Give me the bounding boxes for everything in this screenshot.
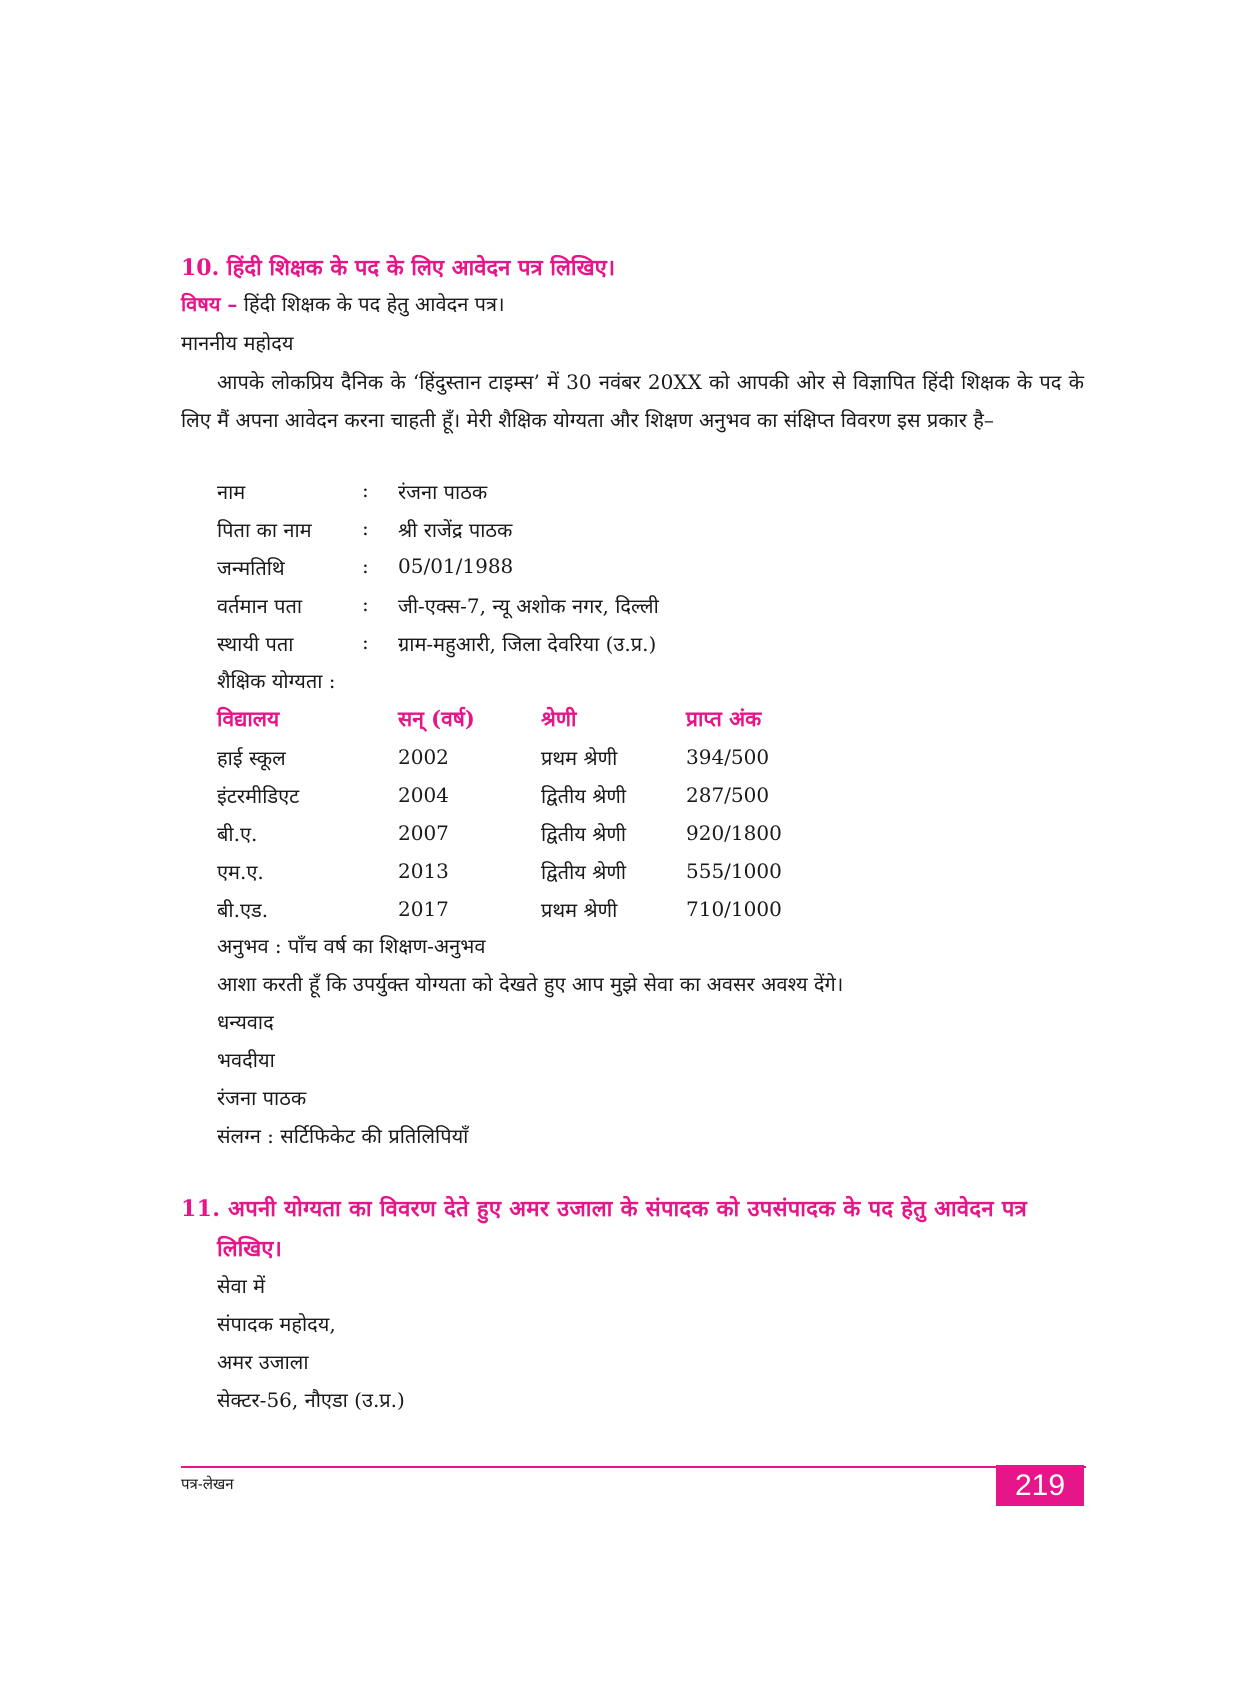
- field-label: जन्मतिथि: [217, 556, 285, 580]
- field-label: स्थायी पता: [217, 632, 294, 656]
- table-cell: द्वितीय श्रेणी: [541, 783, 627, 808]
- address-line: सेक्टर-56, नौएडा (उ.प्र.): [217, 1388, 405, 1412]
- page-number: 219: [996, 1465, 1084, 1506]
- table-cell: 2007: [398, 821, 449, 845]
- table-cell: 2004: [398, 783, 449, 807]
- table-cell: प्रथम श्रेणी: [541, 745, 618, 770]
- field-value: जी-एक्स-7, न्यू अशोक नगर, दिल्ली: [398, 594, 659, 618]
- field-value: ग्राम-महुआरी, जिला देवरिया (उ.प्र.): [398, 632, 657, 656]
- question-10-title: 10. हिंदी शिक्षक के पद के लिए आवेदन पत्र लिखिए।: [181, 255, 616, 281]
- subject-line: [181, 290, 505, 318]
- table-cell: 287/500: [686, 783, 770, 807]
- salutation: माननीय महोदय: [181, 331, 294, 355]
- table-cell: बी.एड.: [217, 897, 269, 922]
- footer-chapter-label: पत्र-लेखन: [181, 1475, 234, 1493]
- field-colon: :: [362, 630, 369, 654]
- thanks-line: धन्यवाद: [217, 1010, 274, 1034]
- table-header-cell: श्रेणी: [541, 706, 577, 731]
- subject-label: विषय –: [181, 292, 238, 316]
- table-cell: एम.ए.: [217, 859, 264, 884]
- table-cell: द्वितीय श्रेणी: [541, 821, 627, 846]
- table-cell: बी.ए.: [217, 821, 258, 846]
- table-cell: 2002: [398, 745, 449, 769]
- field-colon: :: [362, 554, 369, 578]
- table-cell: 2017: [398, 897, 449, 921]
- field-colon: :: [362, 478, 369, 502]
- table-row: [217, 738, 816, 776]
- question-11-title-continued: लिखिए।: [217, 1236, 282, 1262]
- table-header-cell: विद्यालय: [217, 706, 280, 731]
- experience-line: अनुभव : पाँच वर्ष का शिक्षण-अनुभव: [217, 934, 486, 958]
- footer-rule: [181, 1466, 1086, 1468]
- enclosure-line: संलग्न : सर्टिफिकेट की प्रतिलिपियाँ: [217, 1124, 469, 1148]
- field-label: नाम: [217, 480, 246, 504]
- table-cell: 710/1000: [686, 897, 782, 921]
- signature-line: रंजना पाठक: [217, 1086, 307, 1110]
- table-cell: 2013: [398, 859, 449, 883]
- table-cell: 920/1800: [686, 821, 782, 845]
- table-cell: 555/1000: [686, 859, 782, 883]
- table-cell: इंटरमीडिएट: [217, 783, 300, 808]
- closing-line: भवदीया: [217, 1048, 275, 1072]
- table-row: [217, 776, 816, 814]
- field-colon: :: [362, 592, 369, 616]
- table-row: [217, 852, 816, 890]
- table-cell: हाई स्कूल: [217, 745, 286, 770]
- field-label: पिता का नाम: [217, 518, 312, 542]
- table-cell: 394/500: [686, 745, 770, 769]
- field-value: श्री राजेंद्र पाठक: [398, 518, 513, 542]
- field-value: रंजना पाठक: [398, 480, 488, 504]
- qualification-table: [217, 700, 816, 928]
- address-line: सेवा में: [217, 1274, 266, 1298]
- field-colon: :: [362, 516, 369, 540]
- field-label: वर्तमान पता: [217, 594, 303, 618]
- subject-text: हिंदी शिक्षक के पद हेतु आवेदन पत्र।: [243, 292, 505, 316]
- table-row: [217, 890, 816, 928]
- hope-line: आशा करती हूँ कि उपर्युक्त योग्यता को देखते हुए आप मुझे सेवा का अवसर अवश्य देंगे।: [217, 972, 844, 996]
- body-paragraph: आपके लोकप्रिय दैनिक के ‘हिंदुस्तान टाइम्स’ में 30 नवंबर 20XX को आपकी ओर से विज्ञापित हिंदी शिक्षक के पद के लिए मैं अपना आवेदन करना चाहती हूँ। मेरी शैक्षिक योग्यता और शिक्षण अनुभव का संक्षिप्त विवरण इस प्रकार है–: [181, 370, 1084, 432]
- table-row: [217, 814, 816, 852]
- field-value: 05/01/1988: [398, 554, 514, 578]
- table-header-cell: प्राप्त अंक: [686, 706, 762, 731]
- question-11-title: 11. अपनी योग्यता का विवरण देते हुए अमर उजाला के संपादक को उपसंपादक के पद हेतु आवेदन पत्र: [181, 1196, 1028, 1222]
- table-header-row: [217, 700, 816, 738]
- table-cell: प्रथम श्रेणी: [541, 897, 618, 922]
- table-header-cell: सन् (वर्ष): [398, 706, 475, 731]
- address-line: अमर उजाला: [217, 1350, 309, 1374]
- qualification-heading: शैक्षिक योग्यता :: [217, 669, 336, 693]
- table-cell: द्वितीय श्रेणी: [541, 859, 627, 884]
- address-line: संपादक महोदय,: [217, 1312, 336, 1336]
